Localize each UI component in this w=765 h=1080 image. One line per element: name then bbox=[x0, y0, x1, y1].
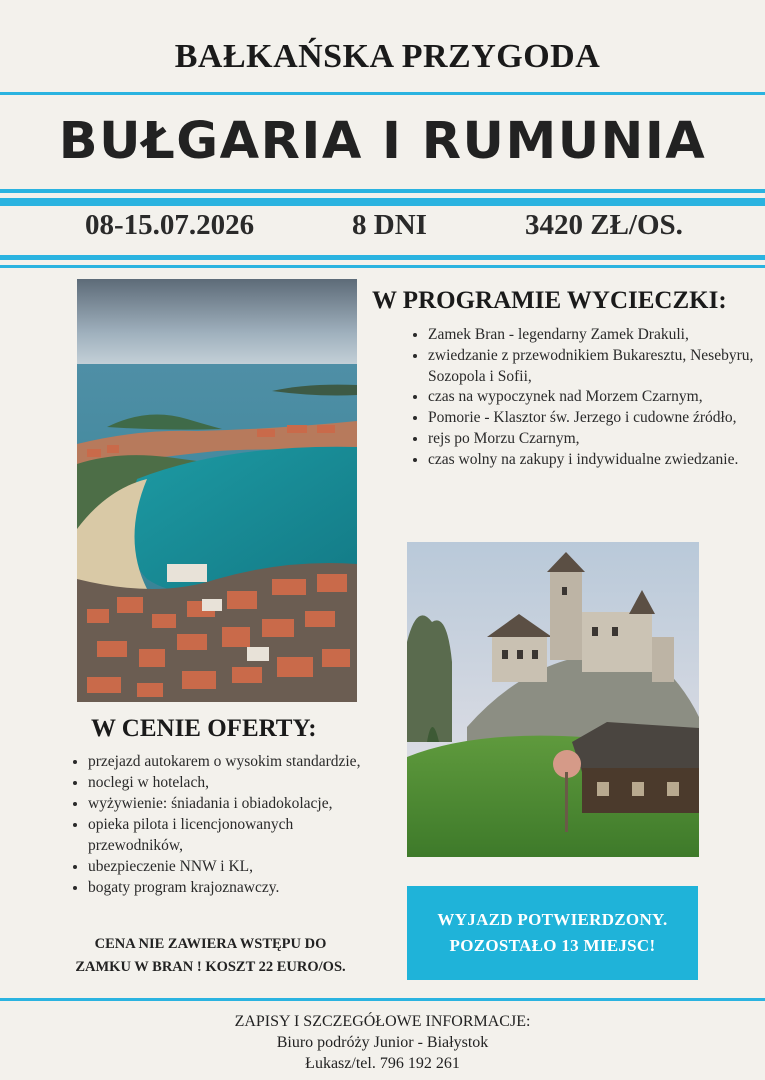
list-item: • czas wolny na zakupy i indywidualne zwiedzanie. bbox=[428, 450, 758, 471]
trip-price: 3420 ZŁ/OS. bbox=[525, 209, 683, 241]
subtitle: BAŁKAŃSKA PRZYGODA bbox=[174, 38, 601, 75]
divider-lower-2 bbox=[0, 265, 765, 268]
footer-heading: ZAPISY I SZCZEGÓŁOWE INFORMACJE: bbox=[234, 1013, 531, 1030]
list-item: • ubezpieczenie NNW i KL, bbox=[88, 856, 388, 877]
footer-contact: Łukasz/tel. 796 192 261 bbox=[305, 1055, 460, 1072]
list-item: • czas na wypoczynek nad Morzem Czarnym, bbox=[428, 387, 758, 408]
page-title: BUŁGARIA I RUMUNIA bbox=[58, 112, 707, 171]
trip-duration: 8 DNI bbox=[352, 209, 427, 241]
program-heading: W PROGRAMIE WYCIECZKI: bbox=[372, 287, 727, 314]
list-item: • rejs po Morzu Czarnym, bbox=[428, 429, 758, 450]
trip-dates: 08-15.07.2026 bbox=[85, 209, 255, 241]
banner-line-2: POZOSTAŁO 13 MIEJSC! bbox=[449, 936, 656, 955]
castle-photo bbox=[407, 542, 699, 857]
list-item: • opieka pilota i licencjonowanych przewodników, bbox=[88, 814, 388, 856]
list-item: • noclegi w hotelach, bbox=[88, 772, 388, 793]
list-item: • zwiedzanie z przewodnikiem Bukaresztu, Nesebyru, Sozopola i Sofii, bbox=[428, 346, 758, 388]
list-item: • wyżywienie: śniadania i obiadokolacje, bbox=[88, 793, 388, 814]
confirmation-banner bbox=[407, 886, 698, 980]
price-includes-list bbox=[68, 751, 388, 898]
footer-agency: Biuro podróży Junior - Białystok bbox=[276, 1034, 489, 1051]
divider-lower-1 bbox=[0, 255, 765, 260]
list-item: • Pomorie - Klasztor św. Jerzego i cudowne źródło, bbox=[428, 408, 758, 429]
banner-line-1: WYJAZD POTWIERDZONY. bbox=[437, 910, 668, 929]
list-item: • bogaty program krajoznawczy. bbox=[88, 877, 388, 898]
coastline-photo bbox=[77, 279, 357, 702]
divider-upper-1 bbox=[0, 189, 765, 193]
program-list bbox=[408, 325, 758, 471]
divider-upper-2 bbox=[0, 198, 765, 206]
price-includes-heading: W CENIE OFERTY: bbox=[91, 715, 317, 742]
top-divider bbox=[0, 92, 765, 95]
price-note-line-2: ZAMKU W BRAN ! KOSZT 22 EURO/OS. bbox=[75, 959, 346, 975]
list-item: • przejazd autokarem o wysokim standardzie, bbox=[88, 751, 388, 772]
footer-divider bbox=[0, 998, 765, 1001]
price-note bbox=[48, 933, 373, 979]
price-note-line-1: CENA NIE ZAWIERA WSTĘPU DO bbox=[94, 936, 327, 952]
list-item: • Zamek Bran - legendarny Zamek Drakuli, bbox=[428, 325, 758, 346]
